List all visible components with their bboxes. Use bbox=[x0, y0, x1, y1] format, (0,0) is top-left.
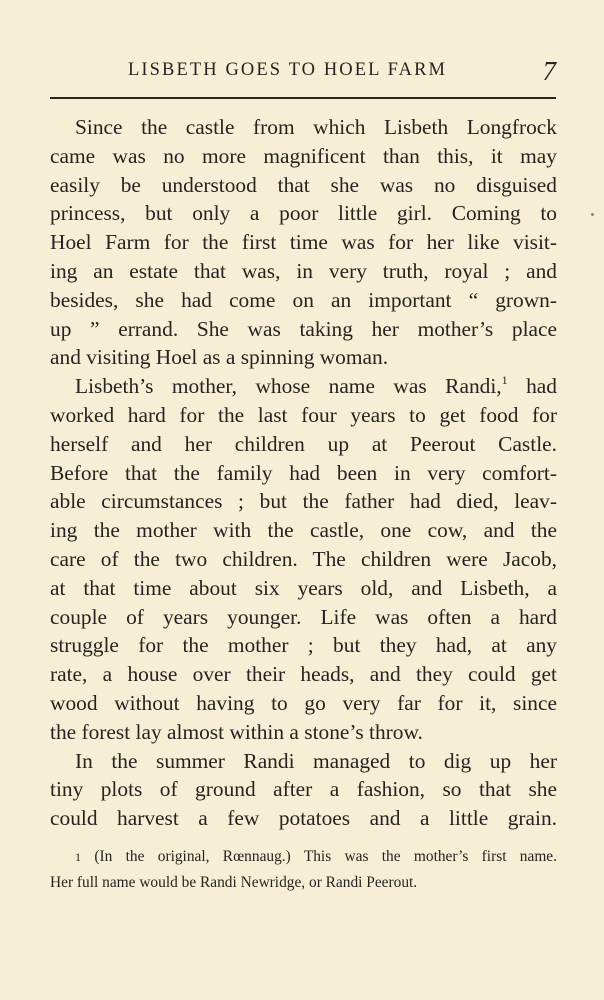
text-line: Since the castle from which Lisbeth Longfrock bbox=[75, 115, 557, 139]
footnote-line bbox=[50, 844, 557, 870]
footnote bbox=[50, 844, 557, 896]
text-line bbox=[50, 372, 557, 401]
text-segment: had bbox=[507, 374, 557, 399]
footnote-line: Her full name would be Randi Newridge, or Randi Peerout. bbox=[50, 874, 418, 891]
text-line: the forest lay almost within a stone’s throw. bbox=[50, 719, 423, 744]
text-line: wood without having to go very far for it, since bbox=[50, 690, 557, 715]
text-line: ing an estate that was, in very truth, royal ; and bbox=[50, 258, 557, 283]
footnote-mark: 1 bbox=[75, 850, 81, 864]
page-number: 7 bbox=[542, 56, 556, 86]
text-line: princess, but only a poor little girl. Coming to bbox=[50, 201, 557, 226]
body-text bbox=[50, 113, 557, 833]
text-line: Hoel Farm for the first time was for her like visit- bbox=[50, 230, 557, 255]
text-line: besides, she had come on an important “ grown- bbox=[50, 287, 557, 312]
paper-speck bbox=[591, 213, 594, 216]
text-line: ing the mother with the castle, one cow, and the bbox=[50, 518, 557, 543]
running-title: LISBETH GOES TO HOEL FARM bbox=[128, 60, 448, 80]
text-segment: Lisbeth’s mother, whose name was Randi, bbox=[75, 374, 502, 399]
text-line: herself and her children up at Peerout Castle. bbox=[50, 431, 557, 456]
text-line: tiny plots of ground after a fashion, so that she bbox=[50, 777, 557, 802]
text-line: rate, a house over their heads, and they could get bbox=[50, 662, 557, 687]
text-line: Before that the family had been in very comfort- bbox=[50, 460, 557, 485]
running-header bbox=[50, 56, 556, 90]
text-line: worked hard for the last four years to get food for bbox=[50, 402, 557, 427]
text-line: came was no more magnificent than this, it may bbox=[50, 143, 557, 168]
text-line: able circumstances ; but the father had died, leav- bbox=[50, 489, 557, 514]
text-line: at that time about six years old, and Lisbeth, a bbox=[50, 575, 557, 600]
text-line: up ” errand. She was taking her mother’s place bbox=[50, 316, 557, 341]
footnote-reference: 1 bbox=[501, 373, 508, 388]
text-line: struggle for the mother ; but they had, at any bbox=[50, 633, 557, 658]
header-rule bbox=[50, 97, 556, 99]
text-line: couple of years younger. Life was often a hard bbox=[50, 604, 557, 629]
footnote-text: (In the original, Rœnnaug.) This was the mother’s first name. bbox=[81, 848, 557, 865]
text-line: In the summer Randi managed to dig up her bbox=[75, 748, 557, 773]
text-line: and visiting Hoel as a spinning woman. bbox=[50, 345, 389, 370]
text-line: care of the two children. The children were Jacob, bbox=[50, 546, 557, 571]
text-line: easily be understood that she was no disguised bbox=[50, 172, 557, 197]
text-line: could harvest a few potatoes and a little grain. bbox=[50, 806, 557, 831]
